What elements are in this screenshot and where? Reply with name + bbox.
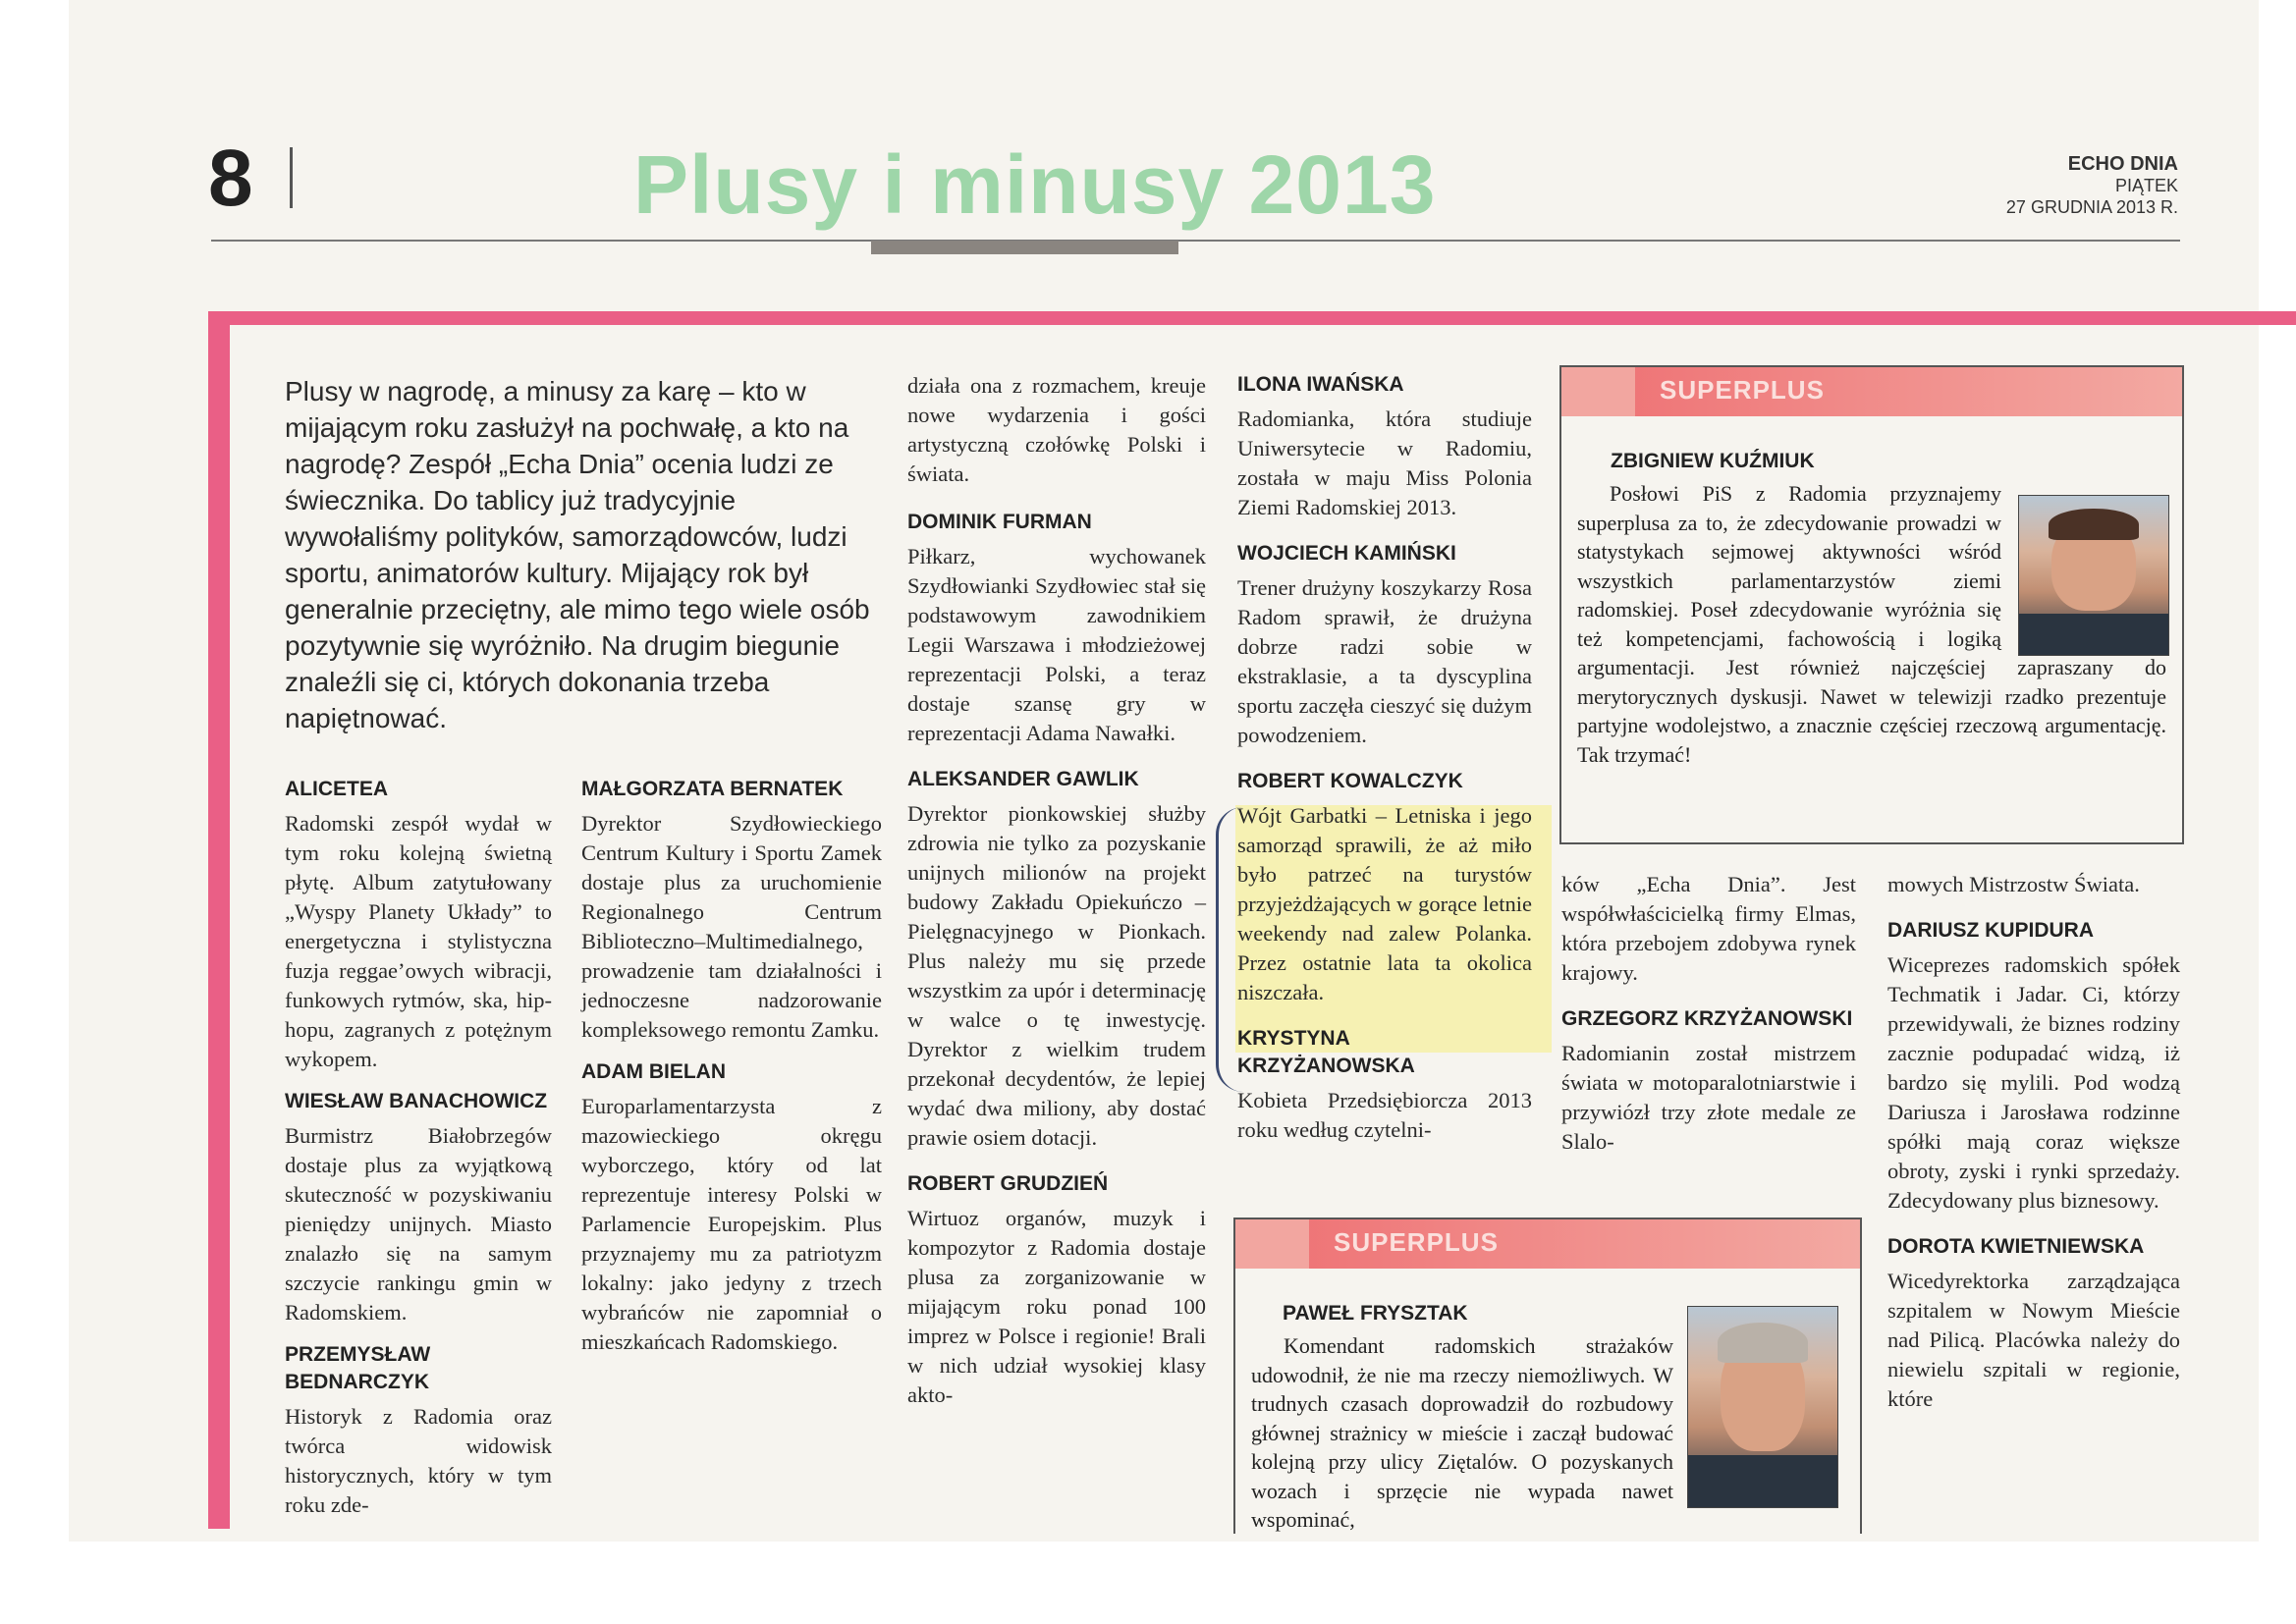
entry-name: WOJCIECH KAMIŃSKI [1237, 542, 1456, 565]
entry [285, 1088, 552, 1327]
column-3 [907, 371, 1206, 1528]
frame-left-border [208, 311, 230, 1529]
entry-text: Radomski zespół wydał w tym roku kolejną świetną płytę. Album zatytułowany „Wyspy Planety Układy” to energetyczna i stylistyczna fuzja reggae’owych wibracji, funkowych rytmów, ska, hip-hopu, zagranych z potężnym wykopem. [285, 811, 552, 1071]
continued-text: działa ona z rozmachem, kreuje nowe wydarzenia i gości artystyczną czołówkę Polski i świata. [907, 373, 1206, 486]
entry-name: DOROTA KWIETNIEWSKA [1887, 1235, 2145, 1258]
entry-text: Wicedyrektorka zarządzająca szpitalem w Nowym Mieście nad Pilicą. Placówka należy do niewielu szpitali w regionie, które [1887, 1269, 2180, 1411]
column-2 [581, 776, 882, 1357]
entry-text: Dyrektor pionkowskiej służby zdrowia nie tylko za pozyskanie unijnych milionów na projekt budowy Zakładu Opiekuńczo – Pielęgnacyjnego w Pionkach. Plus należy mu się przede wszystkim za upór i determinację w walce o tę inwestycję. Dyrektor z wielkim trudem przekonał decydentów, że lepiej wydać dwa miliony, aby dostać prawie osiem dotacji. [907, 801, 1206, 1150]
superplus-name: ZBIGNIEW KUŹMIUK [1611, 450, 1815, 472]
header-rule [211, 240, 2180, 242]
entry-text: Europarlamentarzysta z mazowieckiego okręgu wyborczego, który od lat reprezentuje interesy Polski w Parlamencie Europejskim. Plus przyznajemy mu za patriotyzm lokalny: jako jedyny z trzech wybrańców nie zapomniał o mieszkańcach Radomskiego. [581, 1094, 882, 1354]
column-4 [1237, 371, 1532, 1216]
superplus-header [1235, 1219, 1860, 1269]
column-1 [285, 776, 552, 1517]
superplus-box-frysztak [1233, 1218, 1862, 1534]
entry-name: WIESŁAW BANACHOWICZ [285, 1090, 548, 1112]
entry-text: Radomianka, która studiuje Uniwersytecie w Radomiu, została w maju Miss Polonia Ziemi Radomskiej 2013. [1237, 406, 1532, 519]
superplus-text-body: Komendant radomskich strażaków udowodnił, że nie ma rzeczy niemożliwych. W trudnych czasach doprowadził do rozbudowy głównej strażnicy w mieście i zaczął budować kolejną przy ulicy Ziętalów. O pozyskanych wozach i sprzęcie nie wypada nawet wspominać, [1251, 1333, 1673, 1532]
entry [907, 766, 1206, 1153]
entry [1237, 1025, 1532, 1145]
entry-name: ILONA IWAŃSKA [1237, 373, 1404, 396]
superplus-text [1251, 1331, 1673, 1535]
entry [285, 1341, 552, 1517]
entry-text: Kobieta Przedsiębiorcza 2013 roku według czytelni- [1237, 1088, 1532, 1142]
header-rule-accent [871, 241, 1178, 254]
superplus-header [1561, 367, 2182, 416]
entry [581, 1058, 882, 1357]
entry-name: ALICETEA [285, 778, 388, 800]
page-title: Plusy i minusy 2013 [633, 138, 1437, 231]
column-5 [1561, 870, 1856, 1200]
entry-name: ALEKSANDER GAWLIK [907, 768, 1139, 790]
issue-date: 27 GRUDNIA 2013 R. [2005, 197, 2178, 217]
entry-name: DOMINIK FURMAN [907, 511, 1092, 533]
entry-name: ROBERT GRUDZIEŃ [907, 1172, 1109, 1195]
masthead [2006, 153, 2178, 218]
entry-name: GRZEGORZ KRZYŻANOWSKI [1561, 1007, 1853, 1030]
entry [285, 776, 552, 1074]
entry [907, 1170, 1206, 1410]
column-6 [1887, 870, 2180, 1542]
continued-text: mowych Mistrzostw Świata. [1887, 872, 2140, 896]
entry-text: Radomianin został mistrzem świata w motoparalotniarstwie i przywiózł trzy złote medale ze Slalo- [1561, 1041, 1856, 1154]
entry [907, 509, 1206, 748]
entry [581, 776, 882, 1045]
entry [1237, 540, 1532, 750]
entry-text: Historyk z Radomia oraz twórca widowisk historycznych, który w tym roku zde- [285, 1404, 552, 1517]
superplus-text-body: Posłowi PiS z Radomia przyznajemy superplusa za to, że zdecydowanie prowadzi w statystykach sejmowej aktywności wśród wszystkich parlamentarzystów ziemi radomskiej. Poseł zdecydowanie wyróżnia się też kompetencjami, fachowością i logiką argumentacji. Jest również najczęściej zapraszany do merytorycznych dyskusji. Nawet w telewizji rzadko prezentuje partyjne wodolejstwo, a znacznie częściej rzeczową argumentację. Tak trzymać! [1577, 481, 2166, 767]
superplus-label: SUPERPLUS [1334, 1227, 1499, 1257]
entry-name: PRZEMYSŁAW BEDNARCZYK [285, 1343, 431, 1393]
entry-name: KRYSTYNA KRZYŻANOWSKA [1237, 1027, 1415, 1077]
issue-day: PIĄTEK [2114, 176, 2178, 195]
entry-name: ADAM BIELAN [581, 1060, 726, 1083]
entry-text: Burmistrz Białobrzegów dostaje plus za wyjątkową skuteczność w pozyskiwaniu pieniędzy unijnych. Miasto znalazło się na samym szczycie rankingu gmin w Radomskiem. [285, 1123, 552, 1325]
superplus-name: PAWEŁ FRYSZTAK [1283, 1302, 1468, 1325]
superplus-label: SUPERPLUS [1660, 375, 1825, 405]
entry-text: Piłkarz, wychowanek Szydłowianki Szydłowiec stał się podstawowym zawodnikiem Legii Warszawa i młodzieżowej reprezentacji Polski, a teraz dostaje szansę gry w reprezentacji Adama Nawałki. [907, 544, 1206, 745]
entry-text: Dyrektor Szydłowieckiego Centrum Kultury i Sportu Zamek dostaje plus za uruchomienie Regionalnego Centrum Biblioteczno–Multimedialnego, prowadzenie tam działalności i jednoczesne nadzorowanie kompleksowego remontu Zamku. [581, 811, 882, 1042]
paper-name: ECHO DNIA [2067, 153, 2178, 175]
header-divider [290, 147, 293, 208]
entry-text: Wiceprezes radomskich spółek Techmatik i Jadar. Ci, którzy przewidywali, że biznes rodziny zacznie podupadać widzą, iż bardzo się mylili. Pod wodzą Dariusza i Jarosława rodzinne spółki mają coraz większe obroty, zyski i rynki sprzedaży. Zdecydowany plus biznesowy. [1887, 952, 2180, 1213]
lead-paragraph: Plusy w nagrodę, a minusy za karę – kto w mijającym roku zasłużył na pochwałę, a kto na nagrodę? Zespół „Echa Dnia” ocenia ludzi ze świecznika. Do tablicy już tradycyjnie wywołaliśmy polityków, samorządowców, ludzi sportu, animatorów kultury. Mijający rok był generalnie przeciętny, ale mimo tego wiele osób pozytywnie się wyróżniło. Na drugim biegunie znaleźli się ci, których dokonania trzeba napiętnować. [285, 376, 870, 733]
entry-name: DARIUSZ KUPIDURA [1887, 919, 2094, 942]
entry-name: ROBERT KOWALCZYK [1237, 770, 1463, 792]
entry-name: MAŁGORZATA BERNATEK [581, 778, 844, 800]
entry [1561, 1005, 1856, 1157]
entry-text: Wójt Garbatki – Letniska i jego samorząd sprawili, że aż miło było patrzeć na turystów przyjeżdżających w gorące letnie weekendy nad zalew Polanka. Przez ostatnie lata ta okolica niszczała. [1237, 803, 1532, 1004]
superplus-box-kuzmiuk [1559, 365, 2184, 844]
portrait-photo [1687, 1306, 1838, 1508]
continued-text: ków „Echa Dnia”. Jest współwłaścicielką firmy Elmas, która przebojem zdobywa rynek krajowy. [1561, 872, 1856, 985]
page-number: 8 [208, 134, 253, 223]
entry [1887, 917, 2180, 1216]
entry-text: Trener drużyny koszykarzy Rosa Radom sprawił, że drużyna dobrze radzi sobie w ekstraklasie, a ta dyscyplina sportu zaczęła cieszyć się dużym powodzeniem. [1237, 575, 1532, 747]
superplus-text [1577, 479, 2166, 769]
entry-highlighted [1237, 768, 1532, 1007]
entry [1237, 371, 1532, 522]
entry [1887, 1233, 2180, 1414]
entry-text: Wirtuoz organów, muzyk i kompozytor z Radomia dostaje plusa za zorganizowanie w mijającym roku ponad 100 imprez w Polsce i regionie! Brali w nich udział wysokiej klasy akto- [907, 1206, 1206, 1407]
frame-top-border [208, 311, 2296, 325]
